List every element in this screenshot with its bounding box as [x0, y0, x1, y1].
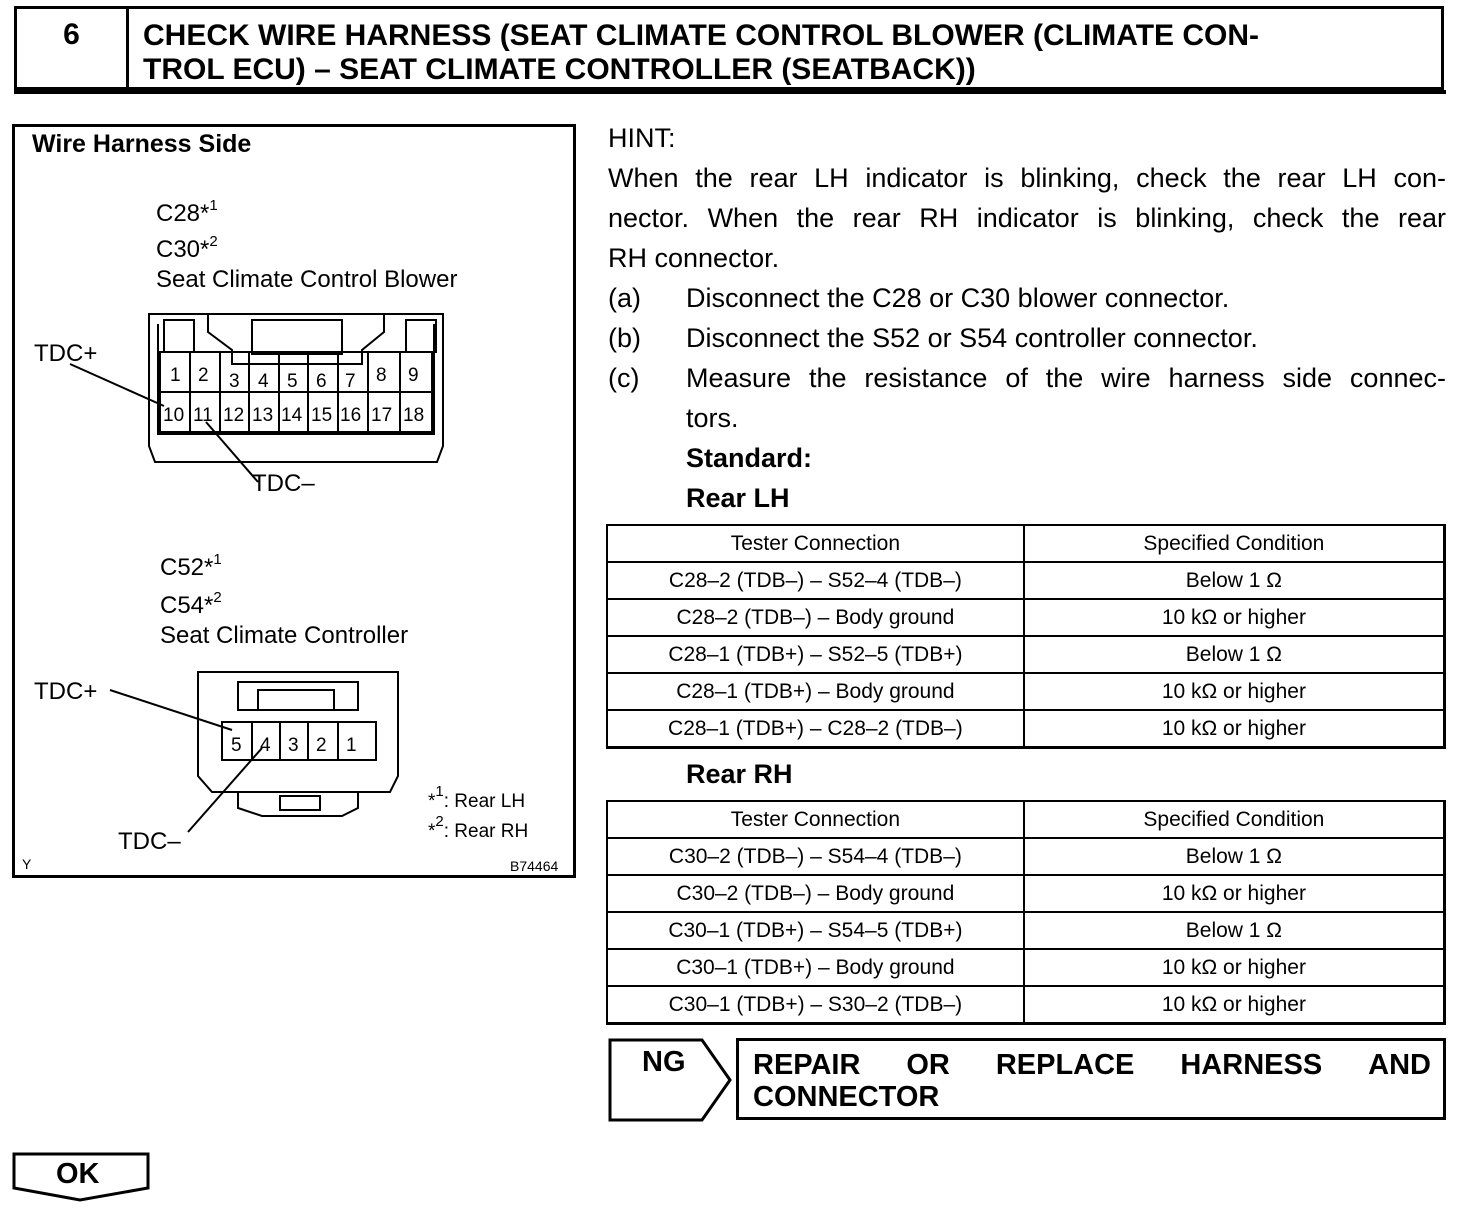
blower-pin: 10 — [163, 405, 185, 426]
blower-pin: 3 — [229, 371, 240, 392]
ng-action-line-2: CONNECTOR — [753, 1081, 940, 1113]
blower-pin: 14 — [281, 405, 303, 426]
hint-line-3: RH connector. — [608, 243, 780, 273]
table-header: Tester Connection — [607, 801, 1024, 838]
step-number: 6 — [14, 6, 126, 90]
ng-action-word: AND — [1368, 1049, 1431, 1081]
figure-heading: Wire Harness Side — [32, 130, 252, 158]
blower-pin: 6 — [316, 371, 327, 392]
table-cell: C30–1 (TDB+) – S54–5 (TDB+) — [607, 912, 1024, 949]
step-c-text-2: tors. — [686, 403, 739, 433]
connector-diagram — [12, 124, 576, 878]
table-cell: C28–1 (TDB+) – Body ground — [607, 673, 1024, 710]
blower-pin: 9 — [408, 365, 419, 386]
blower-tdc-plus-label: TDC+ — [34, 340, 98, 367]
blower-latch-window — [252, 320, 342, 354]
table-cell: C30–2 (TDB–) – Body ground — [607, 875, 1024, 912]
controller-latch — [238, 682, 358, 710]
table-cell: Below 1 Ω — [1024, 562, 1445, 599]
blower-pin: 13 — [252, 405, 274, 426]
table-cell: 10 kΩ or higher — [1024, 875, 1445, 912]
ng-action-word: HARNESS — [1180, 1049, 1323, 1081]
blower-pin: 8 — [376, 365, 387, 386]
table-row — [607, 636, 1445, 673]
controller-pin: 2 — [316, 735, 327, 756]
table-header-row — [607, 801, 1445, 838]
table-cell: Below 1 Ω — [1024, 912, 1445, 949]
controller-tdc-plus-leader — [110, 690, 232, 730]
controller-pin: 5 — [231, 735, 242, 756]
blower-latch — [208, 314, 384, 364]
blower-pin: 5 — [287, 371, 298, 392]
rear-rh-title: Rear RH — [686, 759, 793, 789]
figure-corner-code: Y — [22, 856, 32, 872]
rear-lh-title: Rear LH — [686, 483, 790, 513]
table-cell: 10 kΩ or higher — [1024, 949, 1445, 986]
table-row — [607, 673, 1445, 710]
table-cell: 10 kΩ or higher — [1024, 986, 1445, 1024]
table-cell: C30–1 (TDB+) – S30–2 (TDB–) — [607, 986, 1024, 1024]
rear-rh-table — [606, 800, 1446, 1025]
standard-label: Standard: — [686, 443, 813, 473]
rear-lh-table — [606, 524, 1446, 749]
blower-pin: 2 — [198, 365, 209, 386]
table-row — [607, 710, 1445, 748]
table-cell: 10 kΩ or higher — [1024, 599, 1445, 636]
blower-key-right — [406, 320, 436, 352]
step-b-mark: (b) — [608, 323, 641, 353]
table-header: Specified Condition — [1024, 525, 1445, 562]
figure-id: B74464 — [510, 858, 559, 874]
table-cell: C30–2 (TDB–) – S54–4 (TDB–) — [607, 838, 1024, 875]
header-shadow — [14, 90, 1446, 94]
controller-pin: 3 — [288, 735, 299, 756]
blower-pin: 1 — [170, 365, 181, 386]
hint-label: HINT: — [608, 123, 676, 153]
blower-code-1: C28*$^1$ — [156, 197, 218, 227]
blower-pin: 11 — [193, 405, 213, 426]
table-cell: Below 1 Ω — [1024, 636, 1445, 673]
figure-note-rear-rh: *$^2$: Rear RH — [428, 813, 529, 842]
blower-pin: 12 — [223, 405, 245, 426]
ng-action-word: OR — [906, 1049, 950, 1081]
ng-action-word: REPLACE — [995, 1049, 1135, 1081]
blower-pin: 7 — [345, 371, 356, 392]
step-c-mark: (c) — [608, 363, 640, 393]
controller-tdc-minus-label: TDC– — [118, 828, 181, 855]
table-row — [607, 949, 1445, 986]
blower-pin: 15 — [311, 405, 333, 426]
step-a-text: Disconnect the C28 or C30 blower connector. — [686, 283, 1230, 313]
figure-note-rear-lh: *$^1$: Rear LH — [428, 783, 526, 812]
ng-action-line-1 — [753, 1049, 1431, 1081]
table-row — [607, 562, 1445, 599]
controller-tdc-plus-label: TDC+ — [34, 678, 98, 705]
table-cell: C28–1 (TDB+) – S52–5 (TDB+) — [607, 636, 1024, 673]
table-header-row — [607, 525, 1445, 562]
controller-code-1: C52*$^1$ — [160, 551, 222, 581]
table-row — [607, 986, 1445, 1024]
table-row — [607, 838, 1445, 875]
controller-pin: 1 — [346, 735, 357, 756]
blower-name: Seat Climate Control Blower — [156, 266, 458, 293]
step-b-text: Disconnect the S52 or S54 controller connector. — [686, 323, 1258, 353]
ng-action-word: REPAIR — [753, 1049, 861, 1081]
controller-latch-window — [258, 690, 334, 710]
table-cell: C28–1 (TDB+) – C28–2 (TDB–) — [607, 710, 1024, 748]
hint-line-1: When the rear LH indicator is blinking, check the rear LH con- — [608, 163, 1446, 193]
blower-pin: 4 — [258, 371, 269, 392]
table-header: Specified Condition — [1024, 801, 1445, 838]
table-row — [607, 599, 1445, 636]
blower-tdc-minus-label: TDC– — [252, 470, 315, 497]
ng-label: NG — [642, 1046, 686, 1078]
ok-label: OK — [56, 1158, 100, 1190]
blower-key-left — [164, 320, 194, 352]
table-cell: C28–2 (TDB–) – S52–4 (TDB–) — [607, 562, 1024, 599]
controller-name: Seat Climate Controller — [160, 622, 409, 649]
table-cell: 10 kΩ or higher — [1024, 673, 1445, 710]
hint-line-2: nector. When the rear RH indicator is blinking, check the rear — [608, 203, 1446, 233]
step-a-mark: (a) — [608, 283, 641, 313]
controller-pin: 4 — [260, 735, 271, 756]
controller-bottom-slot — [280, 796, 320, 810]
controller-code-2: C54*$^2$ — [160, 589, 222, 619]
table-row — [607, 912, 1445, 949]
ng-action-box — [736, 1038, 1446, 1120]
table-cell: C28–2 (TDB–) – Body ground — [607, 599, 1024, 636]
blower-pin: 17 — [371, 405, 393, 426]
blower-code-2: C30*$^2$ — [156, 233, 218, 263]
step-c-text-1: Measure the resistance of the wire harness side connec- — [686, 363, 1446, 393]
blower-pin: 18 — [403, 405, 425, 426]
step-title-line1: CHECK WIRE HARNESS (SEAT CLIMATE CONTROL BLOWER (CLIMATE CON- — [143, 19, 1260, 52]
blower-pin: 16 — [340, 405, 362, 426]
table-cell: Below 1 Ω — [1024, 838, 1445, 875]
step-title-line2: TROL ECU) – SEAT CLIMATE CONTROLLER (SEATBACK)) — [143, 53, 976, 86]
table-cell: 10 kΩ or higher — [1024, 710, 1445, 748]
table-cell: C30–1 (TDB+) – Body ground — [607, 949, 1024, 986]
table-row — [607, 875, 1445, 912]
table-header: Tester Connection — [607, 525, 1024, 562]
step-title — [126, 6, 1444, 90]
